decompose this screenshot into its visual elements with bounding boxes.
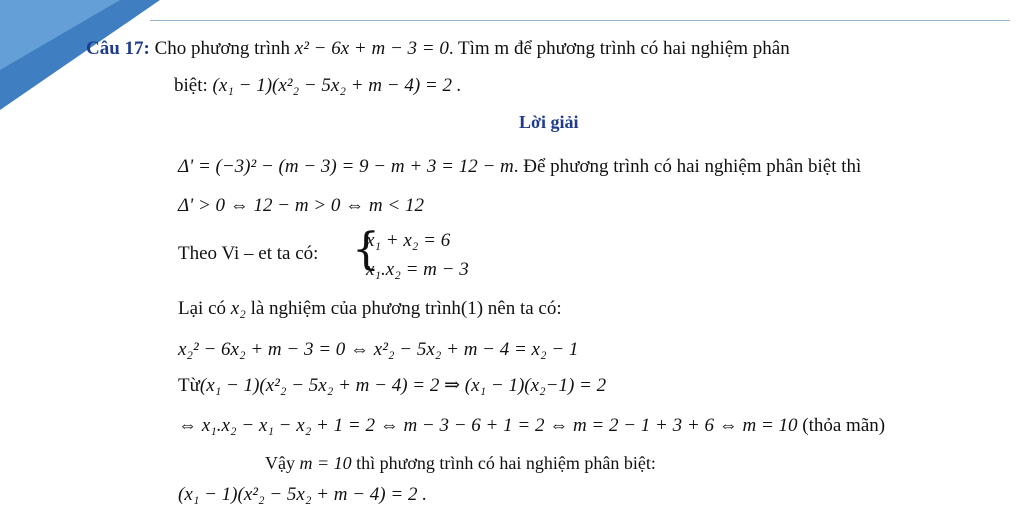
vieta-product: x₁.x₂ = m − 3 bbox=[366, 259, 469, 280]
delta-text: . Để phương trình có hai nghiệm phân biệt thì bbox=[513, 156, 862, 177]
question-line2-prefix: biệt: bbox=[174, 75, 208, 96]
solution-line-2 bbox=[178, 194, 424, 218]
solution-line-9: (x₁ − 1)(x²₂ − 5x₂ + m − 4) = 2 . bbox=[178, 484, 427, 505]
delta-condition: Δ' > 0 ⇔ 12 − m > 0 ⇔ m < 12 bbox=[178, 195, 424, 216]
line8-equation: m = 10 bbox=[299, 453, 352, 473]
question-text-suffix: . Tìm m để phương trình có hai nghiệm phân bbox=[448, 38, 790, 59]
line7-equation: ⇔ x₁.x₂ − x₁ − x₂ + 1 = 2 ⇔ m − 3 − 6 + 1 = 2 ⇔ m = 2 − 1 + 3 + 6 ⇔ m = 10 bbox=[178, 415, 798, 436]
line4-a: Lại có bbox=[178, 298, 227, 319]
solution-line-7 bbox=[178, 414, 885, 438]
vieta-sum: x₁ + x₂ = 6 bbox=[366, 230, 451, 251]
header-rule bbox=[150, 20, 1010, 21]
line4-ref: (1) bbox=[460, 298, 484, 319]
line4-c: là nghiệm của phương trình bbox=[250, 298, 461, 319]
solution-line-1 bbox=[178, 155, 861, 179]
question-condition: (x₁ − 1)(x²₂ − 5x₂ + m − 4) = 2 . bbox=[212, 75, 462, 96]
solution-line-4 bbox=[178, 297, 562, 321]
delta-equation: Δ' = (−3)² − (m − 3) = 9 − m + 3 = 12 − m bbox=[178, 156, 514, 177]
question-equation: x² − 6x + m − 3 = 0 bbox=[294, 38, 449, 59]
solution-title: Lời giải bbox=[519, 112, 579, 132]
line6-equation: (x₁ − 1)(x²₂ − 5x₂ + m − 4) = 2 ⇒ (x₁ − 1)(x₂−1) = 2 bbox=[199, 375, 607, 396]
line7-note: (thỏa mãn) bbox=[802, 415, 886, 436]
question-line-2 bbox=[174, 74, 461, 98]
vieta-text: Theo Vi – et ta có: bbox=[178, 243, 319, 264]
solution-line-6 bbox=[178, 374, 606, 398]
question-line-1 bbox=[86, 37, 790, 61]
line6-a: Từ bbox=[178, 375, 200, 396]
line8-a: Vậy bbox=[265, 453, 295, 473]
question-label: Câu 17: bbox=[86, 38, 150, 59]
question-text: Cho phương trình bbox=[154, 38, 291, 59]
line4-var: x₂ bbox=[230, 298, 246, 319]
solution-line-8 bbox=[265, 451, 656, 475]
solution-line-5: x₂² − 6x₂ + m − 3 = 0 ⇔ x²₂ − 5x₂ + m − 4 = x₂ − 1 bbox=[178, 339, 579, 360]
line8-b: thì phương trình có hai nghiệm phân biệt: bbox=[356, 453, 656, 473]
line4-e: nên ta có: bbox=[487, 298, 562, 319]
system-brace: { bbox=[352, 224, 380, 275]
